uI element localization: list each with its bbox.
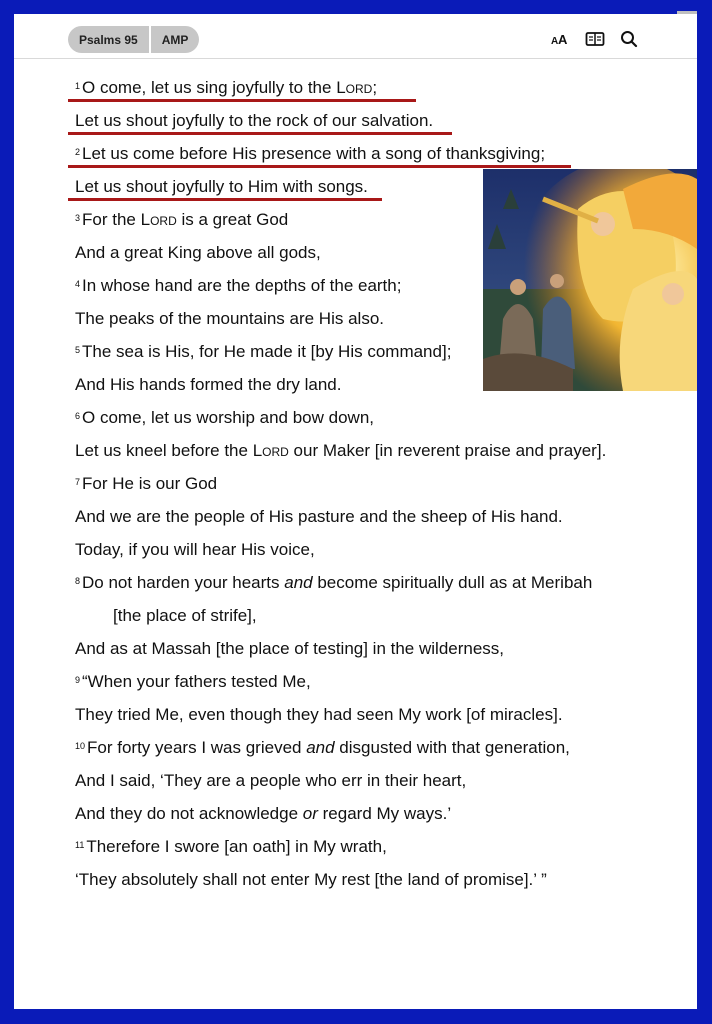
verse-text: They tried Me, even though they had seen My work [of miracles].: [75, 705, 563, 724]
highlight-underline: [68, 198, 382, 201]
verse-text: And they do not acknowledge: [75, 804, 303, 823]
highlight-underline: [68, 132, 452, 135]
verse-number: 2: [75, 147, 81, 157]
verse-line[interactable]: [75, 731, 675, 764]
verse-number: 10: [75, 741, 86, 751]
verse-text: Do not harden your hearts: [82, 573, 285, 592]
verse-text: O come, let us worship and bow down,: [82, 408, 374, 427]
verse-text: Therefore I swore [an oath] in My wrath,: [86, 837, 387, 856]
toolbar-icons: [551, 29, 639, 49]
divine-name: Lord: [336, 78, 373, 97]
version-button[interactable]: AMP: [161, 32, 189, 47]
verse-number: 8: [75, 576, 81, 586]
verse-line[interactable]: [75, 467, 675, 500]
verse-text: And His hands formed the dry land.: [75, 375, 342, 394]
italic-word: and: [306, 738, 335, 757]
verse-text: In whose hand are the depths of the earth;: [82, 276, 402, 295]
verse-text: For forty years I was grieved: [87, 738, 307, 757]
verse-line[interactable]: [75, 665, 675, 698]
verse-text: [the place of strife],: [113, 606, 257, 625]
highlight-underline: [68, 99, 416, 102]
book-icon[interactable]: [585, 29, 605, 49]
text-size-icon[interactable]: [551, 29, 571, 49]
verse-text: And we are the people of His pasture and the sheep of His hand.: [75, 507, 563, 526]
chapter-button[interactable]: Psalms 95: [79, 32, 138, 47]
verse-number: 9: [75, 675, 81, 685]
verse-text: disgusted with that generation,: [334, 738, 570, 757]
app-window: [14, 14, 697, 1009]
verse-line[interactable]: [75, 401, 675, 434]
verse-line[interactable]: [75, 566, 675, 599]
verse-text: is a great God: [176, 210, 289, 229]
verse-line[interactable]: [75, 71, 675, 104]
svg-text:A: A: [551, 36, 559, 46]
verse-line[interactable]: [75, 698, 675, 731]
verse-text: Let us come before His presence with a song of thanksgiving;: [82, 144, 546, 163]
verse-text: And I said, ‘They are a people who err in their heart,: [75, 771, 467, 790]
verse-text: Let us shout joyfully to Him with songs.: [75, 177, 368, 196]
verse-line[interactable]: [75, 434, 675, 467]
divine-name: Lord: [252, 441, 289, 460]
verse-line[interactable]: [75, 797, 675, 830]
verse-text: For He is our God: [82, 474, 218, 493]
verse-text: O come, let us sing joyfully to the: [82, 78, 337, 97]
verse-text: become spiritually dull as at Meribah: [312, 573, 593, 592]
verse-text: Let us kneel before the: [75, 441, 253, 460]
verse-number: 11: [75, 840, 85, 850]
verse-text: And as at Massah [the place of testing] in the wilderness,: [75, 639, 505, 658]
verse-number: 6: [75, 411, 81, 421]
verse-text: The sea is His, for He made it [by His command];: [82, 342, 452, 361]
divine-name: Lord: [140, 210, 177, 229]
verse-line[interactable]: [75, 599, 675, 632]
search-icon[interactable]: [619, 29, 639, 49]
top-toolbar: [14, 14, 697, 59]
verse-text: For the: [82, 210, 141, 229]
highlight-underline: [68, 165, 571, 168]
verse-number: 3: [75, 213, 81, 223]
verse-text: our Maker [in reverent praise and prayer].: [288, 441, 607, 460]
italic-word: and: [284, 573, 313, 592]
verse-line[interactable]: [75, 500, 675, 533]
verse-line[interactable]: [75, 632, 675, 665]
passage-selector: [68, 26, 199, 53]
verse-text: Let us shout joyfully to the rock of our salvation.: [75, 111, 434, 130]
angel-trumpet-illustration: [483, 169, 697, 391]
verse-text: ‘They absolutely shall not enter My rest [the land of promise].’ ”: [75, 870, 547, 889]
verse-number: 4: [75, 279, 81, 289]
verse-number: 7: [75, 477, 81, 487]
verse-line[interactable]: [75, 863, 675, 896]
verse-line[interactable]: [75, 533, 675, 566]
verse-line[interactable]: [75, 104, 675, 137]
verse-text: Today, if you will hear His voice,: [75, 540, 315, 559]
verse-line[interactable]: [75, 764, 675, 797]
verse-line[interactable]: [75, 830, 675, 863]
verse-text: ;: [372, 78, 378, 97]
italic-word: or: [302, 804, 318, 823]
verse-text: “When your fathers tested Me,: [82, 672, 311, 691]
verse-text: regard My ways.’: [317, 804, 452, 823]
verse-number: 5: [75, 345, 81, 355]
svg-text:A: A: [558, 32, 568, 46]
verse-line[interactable]: [75, 137, 675, 170]
verse-text: The peaks of the mountains are His also.: [75, 309, 384, 328]
verse-number: 1: [75, 81, 81, 91]
verse-text: And a great King above all gods,: [75, 243, 321, 262]
